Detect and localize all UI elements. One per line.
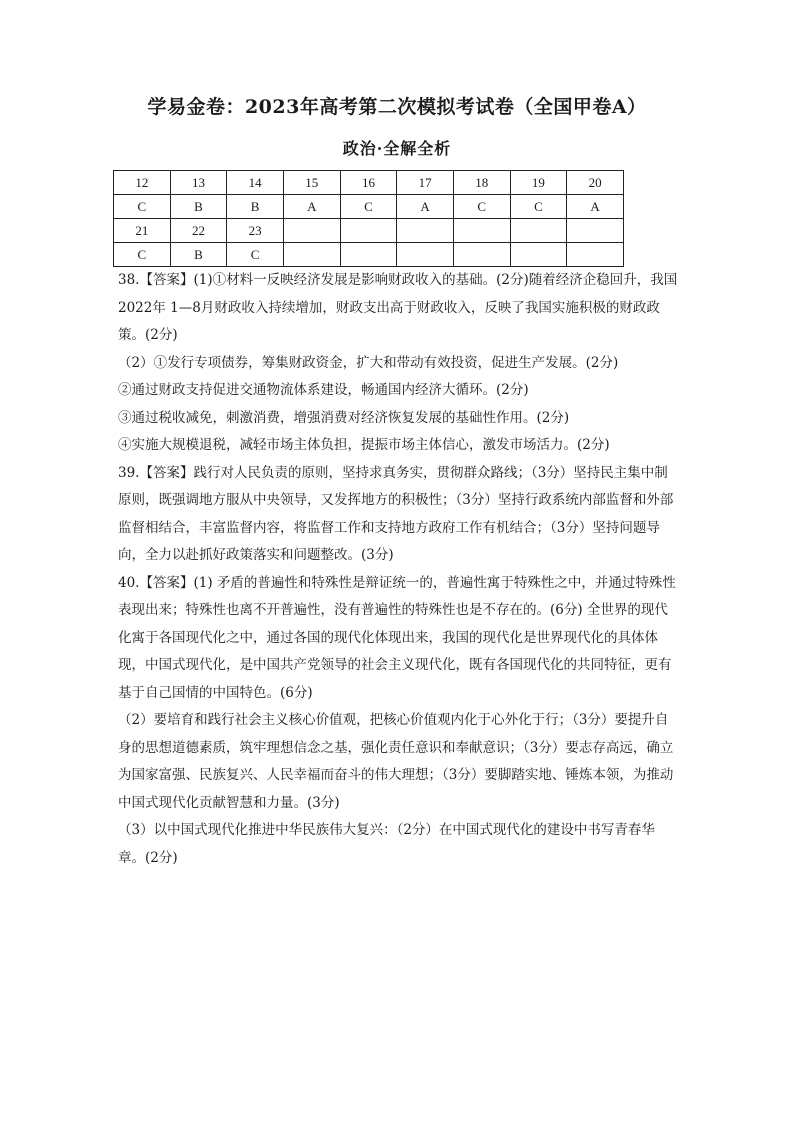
table-cell: 19: [510, 171, 567, 195]
table-cell: B: [170, 195, 227, 219]
table-cell: B: [227, 195, 284, 219]
table-cell: C: [114, 195, 171, 219]
table-cell: [510, 243, 567, 267]
table-cell: 16: [340, 171, 397, 195]
table-row: [114, 219, 624, 243]
answer-38-part-2-item-3: ③通过税收减免，刺激消费，增强消费对经济恢复发展的基础性作用。(2分): [118, 409, 570, 426]
table-cell: [340, 219, 397, 243]
table-cell: C: [510, 195, 567, 219]
table-cell: 15: [283, 171, 340, 195]
table-cell: [510, 219, 567, 243]
table-cell: C: [114, 243, 171, 267]
table-cell: 20: [567, 171, 624, 195]
answer-explanations: [118, 267, 678, 872]
table-cell: [283, 243, 340, 267]
answer-38-part-2: （2）①发行专项债券，筹集财政资金，扩大和带动有效投资，促进生产发展。(2分): [118, 354, 619, 371]
answer-38: 38.【答案】(1)①材料一反映经济发展是影响财政收入的基础。(2分)随着经济企稳回升，我国 2022年 1—8月财政收入持续增加，财政支出高于财政收入，反映了我国实施积极的财政政策。(2分): [118, 272, 678, 343]
table-cell: 12: [114, 171, 171, 195]
table-cell: [397, 219, 454, 243]
table-cell: [397, 243, 454, 267]
answer-40-part-2: （2）要培育和践行社会主义核心价值观，把核心价值观内化于心外化于行；（3分）要提升自身的思想道德素质，筑牢理想信念之基，强化责任意识和奉献意识；（3分）要志存高远，确立为国家富强、民族复兴、人民幸福而奋斗的伟大理想；（3分）要脚踏实地、锤炼本领，为推动中国式现代化贡献智慧和力量。(3分): [118, 712, 674, 811]
table-cell: C: [227, 243, 284, 267]
answer-38-part-2-item-2: ②通过财政支持促进交通物流体系建设，畅通国内经济大循环。(2分): [118, 382, 529, 398]
table-cell: [567, 219, 624, 243]
table-cell: [283, 219, 340, 243]
table-cell: A: [567, 195, 624, 219]
table-row: [114, 243, 624, 267]
table-cell: A: [283, 195, 340, 219]
table-cell: B: [170, 243, 227, 267]
table-cell: C: [340, 195, 397, 219]
table-cell: 23: [227, 219, 284, 243]
table-cell: 22: [170, 219, 227, 243]
table-cell: [453, 243, 510, 267]
table-cell: 13: [170, 171, 227, 195]
answer-40-part-3: （3）以中国式现代化推进中华民族伟大复兴：（2分）在中国式现代化的建设中书写青春华章。(2分): [118, 822, 655, 866]
answer-39: 39.【答案】践行对人民负责的原则，坚持求真务实，贯彻群众路线；（3分）坚持民主集中制原则，既强调地方服从中央领导，又发挥地方的积极性；（3分）坚持行政系统内部监督和外部监督相结合，丰富监督内容，将监督工作和支持地方政府工作有机结合；（3分）坚持问题导向，全力以赴抓好政策落实和问题整改。(3分): [118, 464, 674, 563]
table-cell: [567, 243, 624, 267]
table-row: [114, 171, 624, 195]
answer-40: 40.【答案】(1) 矛盾的普遍性和特殊性是辩证统一的，普遍性寓于特殊性之中，并通过特殊性表现出来；特殊性也离不开普遍性，没有普遍性的特殊性也是不存在的。(6分) 全世界的现代化寓于各国现代化之中，通过各国的现代化体现出来，我国的现代化是世界现代化的具体体现，中国式现代化，是中国共产党领导的社会主义现代化，既有各国现代化的共同特征，更有基于自己国情的中国特色。(6分): [118, 574, 676, 701]
table-cell: 14: [227, 171, 284, 195]
table-cell: C: [453, 195, 510, 219]
table-row: [114, 195, 624, 219]
table-cell: A: [397, 195, 454, 219]
table-cell: 21: [114, 219, 171, 243]
table-cell: 17: [397, 171, 454, 195]
table-cell: [453, 219, 510, 243]
table-cell: 18: [453, 171, 510, 195]
page-subtitle: 政治·全解全析: [342, 139, 452, 158]
answer-table: [113, 170, 624, 267]
answer-38-part-2-item-4: ④实施大规模退税，减轻市场主体负担，提振市场主体信心，激发市场活力。(2分): [118, 437, 610, 453]
table-cell: [340, 243, 397, 267]
page-title: 学易金卷：2023年高考第二次模拟考试卷（全国甲卷A）: [147, 96, 647, 118]
